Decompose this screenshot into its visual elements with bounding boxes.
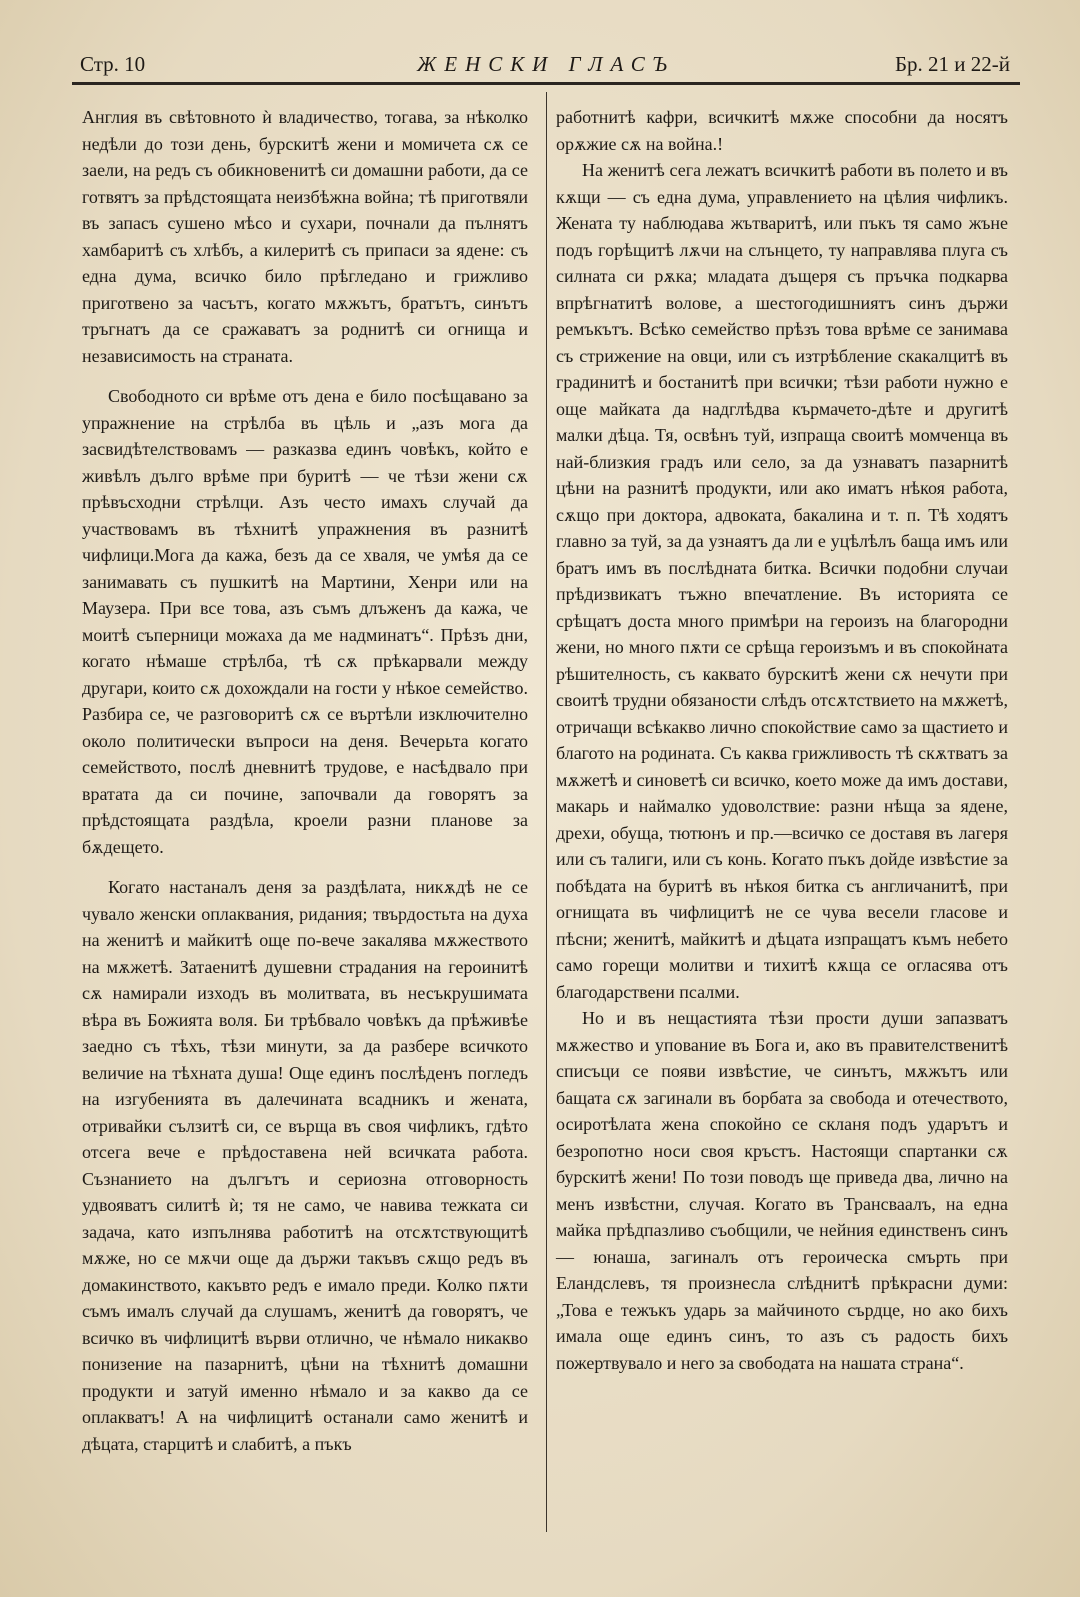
header-rule (72, 82, 1020, 85)
paragraph: Свободното си врѣме отъ дена е било посѣщавано за упражнение на стрѣлба въ цѣль и „азъ мога да засвидѣтелствовамъ — разказва единъ човѣкъ, който е живѣлъ дълго врѣме при буритѣ — че тѣзи жени сѫ прѣвъсходни стрѣлци. Азъ често имахъ случай да участвовамъ въ тѣхнитѣ упражнения въ разнитѣ чифлици.Мога да кажа, безъ да се хваля, че умѣя да се занимавать съ пушкитѣ на Мартини, Хенри или на Маузера. При все това, азъ съмъ длъженъ да кажа, че моитѣ съперници можаха да ме надминатъ“. Прѣзъ дни, когато нѣмаше стрѣлба, тѣ сѫ прѣкарвали между другари, които сѫ дохождали на гости у нѣкое семейство. Разбира се, че разговоритѣ сѫ се въртѣли изключително около политически въпроси на деня. Вечерьта когато семейството, послѣ дневнитѣ трудове, е насѣдвало при вратата да си почине, започвали да говорятъ за прѣдстоящата раздѣла, кроели разни планове за бѫдещето. (82, 386, 528, 857)
paragraph: Англия въ свѣтовното ѝ владичество, тогава, за нѣколко недѣли до този день, бурскитѣ жени и момичета сѫ се заели, на редъ съ обикновенитѣ си домашни работи, да се готвятъ за прѣдстоящата неизбѣжна война; тѣ приготвяли въ запасъ сушено мѣсо и сухари, почнали да пълнятъ хамбаритѣ съ хлѣбъ, а килеритѣ съ припаси за ядене: съ една дума, всичко било прѣгледано и грижливо приготвено за часътъ, когато мѫжътъ, братътъ, синътъ тръгнатъ да се сражаватъ за роднитѣ си огнища и независимость на страната. (82, 107, 528, 366)
paragraph: На женитѣ сега лежатъ всичкитѣ работи въ полето и въ кѫщи — съ една дума, управлението на цѣлия чифликъ. Жената ту наблюдава жътваритѣ, или пъкъ тя само жъне подъ горѣщитѣ лѫчи на слънцето, ту направлява плуга съ силната си рѫка; младата дъщеря съ пръчка подкарва впрѣгнатитѣ волове, а шестогодишниятъ синъ държи ремъкътъ. Всѣко семейство прѣзъ това врѣме се занимава съ стрижение на овци, или съ изтрѣбление скакалцитѣ въ градинитѣ и бостанитѣ при всички; тѣзи работи нужно е още майката да надглѣдва кърмачето-дѣте и другитѣ малки дѣца. Тя, освѣнъ туй, изпраща своитѣ момченца въ най-близкия градъ или село, за да узнаватъ пазарнитѣ цѣни на разнитѣ продукти, или ако иматъ нѣкоя работа, сѫщо при доктора, адвоката, бакалина и т. п. Тѣ ходятъ главно за туй, за да узнаятъ да ли е уцѣлѣлъ баща имъ или братъ имъ въ послѣдната битка. Всички подобни случаи прѣдизвикатъ тъжно впечатление. Въ историята се срѣщатъ доста много примѣри на героизъ на благородни жени, но много пѫти се срѣща героизъмъ и въ спокойната рѣшителность, съ каквато бурскитѣ жени сѫ нечути при своитѣ трудни обязаности слѣдъ отсѫтствието на мѫжетѣ, отричащи всѣкакво лично спокойствие само за щастието и благото на родината. Съ каква грижливость тѣ скѫтватъ за мѫжетѣ и синоветѣ си всичко, което може да имъ достави, макарь и наймалко удоволствие: разни нѣща за ядене, дрехи, обуща, тютюнъ и пр.—всичко се доставя въ лагеря или съ талиги, или съ конь. Когато пъкъ дойде извѣстие за побѣдата на буритѣ въ нѣкоя битка съ англичанитѣ, при огнищата въ чифлицитѣ не се чува весели гласове и пѣсни; женитѣ, майкитѣ и дѣцата изпращатъ къмъ небето само горещи молитви и тихитѣ кѫща се огласява отъ благодарствени псалми. (556, 160, 1008, 1002)
column-divider (546, 92, 547, 1532)
paragraph: Но и въ нещастията тѣзи прости души запазватъ мѫжество и упование въ Бога и, ако въ правителственитѣ списъци се появи извѣстие, че синътъ, мѫжътъ или бащата сѫ загинали въ борбата за свобода и отечеството, осиротѣлата жена спокойно се скланя подъ ударътъ и безропотно носи своя кръстъ. Настоящи спартанки сѫ бурскитѣ жени! По този поводъ ще приведа два, лично на менъ извѣстни, случая. Когато въ Трансваалъ, на една майка прѣдпазливо съобщили, че нейния единственъ синъ — юнаша, загиналъ отъ героическа смърть при Еландслевъ, тя произнесла слѣднитѣ прѣкрасни думи: „Това е тежъкъ ударь за майчиното сърдце, но ако бихъ имала още единъ синъ, то азъ съ радость бихъ пожертвувало и него за свободата на нашата страна“. (556, 1008, 1008, 1373)
issue-number: Бр. 21 и 22-й (894, 52, 1010, 76)
right-column (556, 104, 1008, 1376)
page-number: Стр. 10 (80, 52, 146, 76)
newspaper-title: ЖЕНСКИ ГЛАСЪ (417, 52, 675, 76)
paragraph: Когато настаналъ деня за раздѣлата, никѫдѣ не се чувало женски оплаквания, ридания; твърдостьта на духа на женитѣ и майкитѣ още по-вече закалява мѫжеството на мѫжетѣ. Затаенитѣ душевни страдания на героинитѣ сѫ намирали изходъ въ молитвата, въ несъкрушимата вѣра въ Божията воля. Би трѣбвало човѣкъ да прѣживѣе заедно съ тѣхъ, тѣзи минути, за да разбере всичкото величие на тѣхната душа! Още единъ послѣденъ погледъ на изгубенията въ далечината всадникъ и жената, отривайки сълзитѣ си, се върща въ своя чифликъ, гдѣто отсега вече е прѣдоставена ней всичката работа. Съзнанието на дългътъ и сериозна отговорность удвояватъ силитѣ ѝ; тя не само, че навива тежката си задача, като изпълнява работитѣ на отсѫтствующитѣ мѫже, но се мѫчи още да държи такъвъ сѫщо редъ въ домакинството, какъвто редъ е имало преди. Колко пѫти съмъ ималъ случай да слушамъ, женитѣ да говорятъ, че всичко въ чифлицитѣ върви отлично, че нѣмало никакво понизение на пазарнитѣ, цѣни на тѣхнитѣ домашни продукти и затуй именно нѣмало и за какво да се оплакватъ! А на чифлицитѣ останали само женитѣ и дѣцата, старцитѣ и слабитѣ, а пъкъ (82, 877, 528, 1454)
page-header (72, 50, 1020, 78)
left-column (82, 104, 528, 1457)
paragraph: работнитѣ кафри, всичкитѣ мѫже способни да носятъ орѫжие сѫ на война.! (556, 107, 1008, 154)
